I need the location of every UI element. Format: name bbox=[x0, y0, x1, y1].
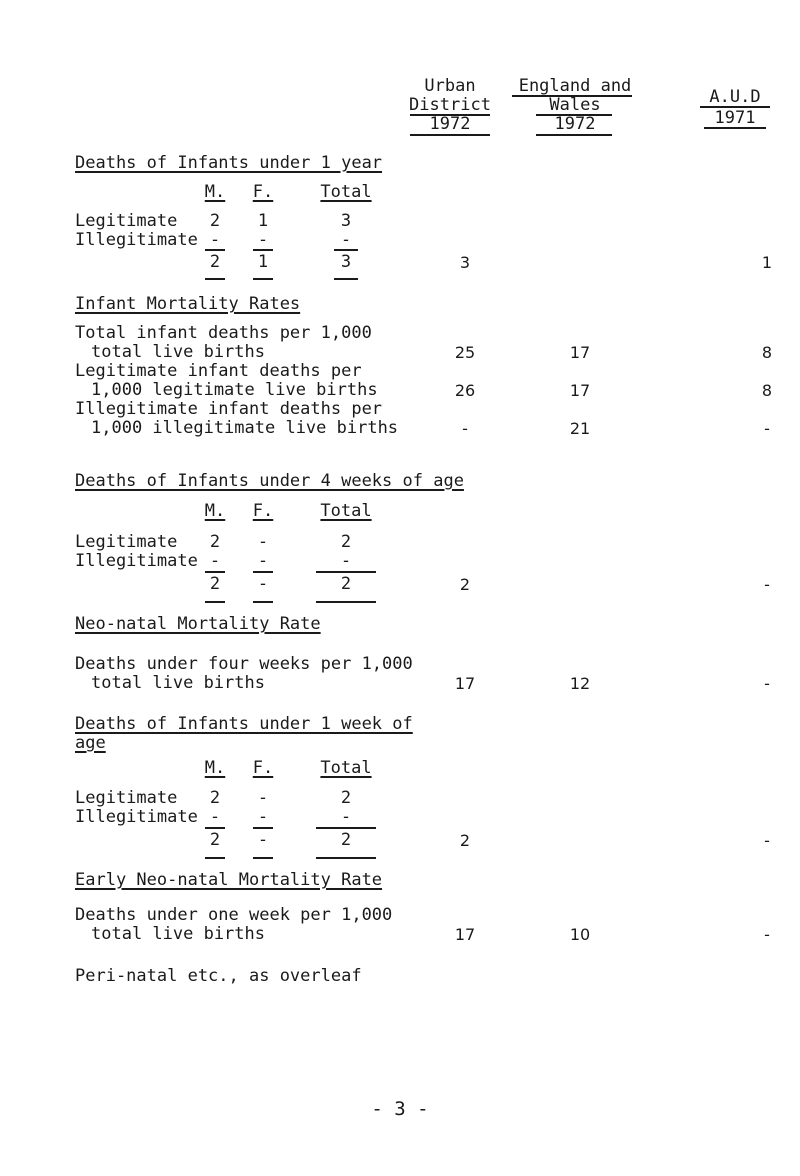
row-label-legitimate: Legitimate bbox=[75, 532, 178, 552]
col-f: F. bbox=[252, 758, 274, 778]
rate-label-line1: Deaths under one week per 1,000 bbox=[75, 905, 393, 925]
rate-label-line1: Total infant deaths per 1,000 bbox=[75, 323, 372, 343]
urban-value: 2 bbox=[459, 831, 471, 850]
cell-m: 2 bbox=[209, 788, 221, 808]
aud-value: 1 bbox=[761, 253, 773, 272]
header-england-line1: England and bbox=[518, 76, 632, 96]
section-heading-under-4-weeks: Deaths of Infants under 4 weeks of age bbox=[75, 471, 464, 491]
aud-value: 8 bbox=[761, 343, 773, 362]
england-value: 17 bbox=[569, 343, 591, 362]
cell-f: - bbox=[257, 532, 269, 552]
cell-total: - bbox=[340, 230, 352, 250]
header-urban-line2: District bbox=[409, 95, 491, 115]
header-england-line2: Wales bbox=[549, 95, 601, 115]
urban-value: 3 bbox=[459, 253, 471, 272]
header-urban-line1: Urban bbox=[424, 76, 476, 96]
urban-value: - bbox=[462, 419, 468, 438]
aud-value: - bbox=[764, 419, 770, 438]
total-m: 2 bbox=[209, 252, 221, 272]
cell-m: 2 bbox=[209, 532, 221, 552]
section-heading-infant-mortality: Infant Mortality Rates bbox=[75, 294, 301, 314]
rate-label-line1: Illegitimate infant deaths per bbox=[75, 399, 383, 419]
rate-label-line2: total live births bbox=[91, 673, 265, 693]
cell-m: 2 bbox=[209, 211, 221, 231]
rate-label-line2: 1,000 legitimate live births bbox=[91, 380, 378, 400]
col-m: M. bbox=[204, 501, 226, 521]
col-total: Total bbox=[320, 501, 372, 521]
cell-total: 3 bbox=[340, 211, 352, 231]
england-value: 17 bbox=[569, 381, 591, 400]
rate-label-line2: total live births bbox=[91, 342, 265, 362]
cell-f: - bbox=[257, 230, 269, 250]
urban-value: 17 bbox=[454, 674, 476, 693]
col-f: F. bbox=[252, 501, 274, 521]
total-total: 2 bbox=[340, 830, 352, 850]
england-value: 21 bbox=[569, 419, 591, 438]
rate-label-line2: total live births bbox=[91, 924, 265, 944]
col-m: M. bbox=[204, 758, 226, 778]
row-label-illegitimate: Illegitimate bbox=[75, 230, 198, 250]
total-total: 3 bbox=[340, 252, 352, 272]
total-m: 2 bbox=[209, 830, 221, 850]
rate-label-line1: Deaths under four weeks per 1,000 bbox=[75, 654, 413, 674]
section-heading-neo-natal: Neo-natal Mortality Rate bbox=[75, 614, 321, 634]
rate-label-line2: 1,000 illegitimate live births bbox=[91, 418, 399, 438]
col-m: M. bbox=[204, 182, 226, 202]
col-total: Total bbox=[320, 758, 372, 778]
total-f: - bbox=[257, 574, 269, 594]
aud-value: 8 bbox=[761, 381, 773, 400]
cell-m: - bbox=[209, 230, 221, 250]
rate-label-line1: Legitimate infant deaths per bbox=[75, 361, 362, 381]
cell-f: 1 bbox=[257, 211, 269, 231]
header-england-year: 1972 bbox=[554, 114, 596, 134]
cell-f: - bbox=[257, 551, 269, 571]
aud-value: - bbox=[764, 925, 770, 944]
section-heading-under-1-week: Deaths of Infants under 1 week of bbox=[75, 714, 413, 734]
total-f: 1 bbox=[257, 252, 269, 272]
footer-note: Peri-natal etc., as overleaf bbox=[75, 966, 362, 986]
row-label-illegitimate: Illegitimate bbox=[75, 551, 198, 571]
total-total: 2 bbox=[340, 574, 352, 594]
urban-value: 26 bbox=[454, 381, 476, 400]
header-aud-line1: A.U.D bbox=[709, 87, 761, 107]
header-urban-year: 1972 bbox=[429, 114, 471, 134]
cell-total: - bbox=[340, 551, 352, 571]
col-f: F. bbox=[252, 182, 274, 202]
cell-total: 2 bbox=[340, 788, 352, 808]
aud-value: - bbox=[764, 831, 770, 850]
row-label-legitimate: Legitimate bbox=[75, 211, 178, 231]
urban-value: 17 bbox=[454, 925, 476, 944]
cell-f: - bbox=[257, 807, 269, 827]
aud-value: - bbox=[764, 575, 770, 594]
section-heading-under-1-week-line2: age bbox=[75, 733, 106, 753]
header-aud-year: 1971 bbox=[714, 108, 756, 128]
page-number: - 3 - bbox=[371, 1098, 429, 1120]
aud-value: - bbox=[764, 674, 770, 693]
cell-total: 2 bbox=[340, 532, 352, 552]
section-heading-under-1-year: Deaths of Infants under 1 year bbox=[75, 153, 383, 173]
col-total: Total bbox=[320, 182, 372, 202]
row-label-legitimate: Legitimate bbox=[75, 788, 178, 808]
total-f: - bbox=[257, 830, 269, 850]
england-value: 10 bbox=[569, 925, 591, 944]
cell-m: - bbox=[209, 551, 221, 571]
urban-value: 2 bbox=[459, 575, 471, 594]
total-m: 2 bbox=[209, 574, 221, 594]
cell-total: - bbox=[340, 807, 352, 827]
cell-f: - bbox=[257, 788, 269, 808]
cell-m: - bbox=[209, 807, 221, 827]
row-label-illegitimate: Illegitimate bbox=[75, 807, 198, 827]
urban-value: 25 bbox=[454, 343, 476, 362]
section-heading-early-neo-natal: Early Neo-natal Mortality Rate bbox=[75, 870, 383, 890]
england-value: 12 bbox=[569, 674, 591, 693]
